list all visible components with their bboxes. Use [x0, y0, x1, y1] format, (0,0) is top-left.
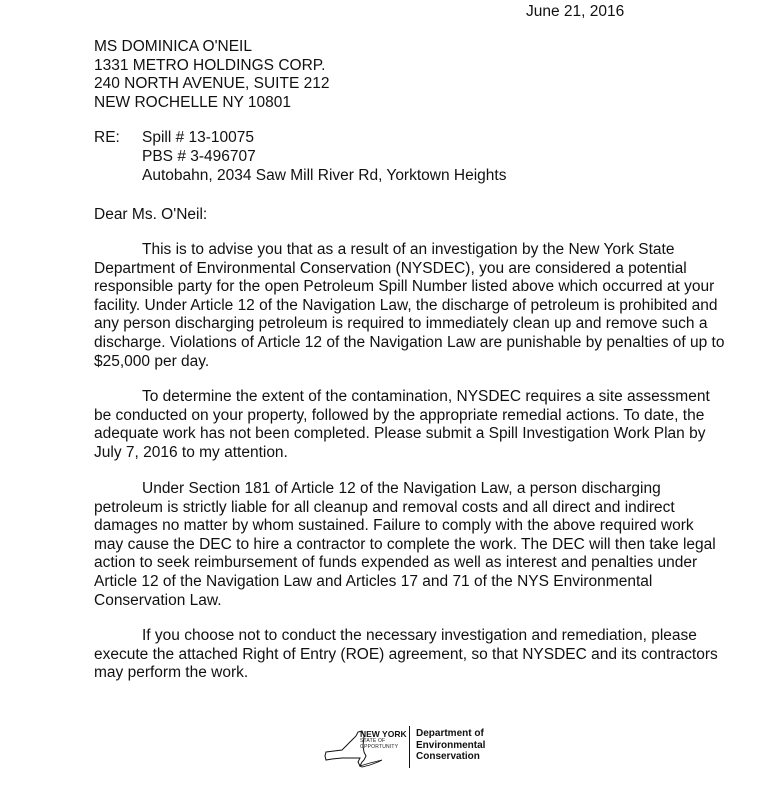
- spill-number: Spill # 13-10075: [142, 129, 255, 146]
- nysdec-logo: [322, 726, 502, 768]
- site-address: Autobahn, 2034 Saw Mill River Rd, Yorktown Heights: [142, 167, 507, 184]
- recipient-street: 240 NORTH AVENUE, SUITE 212: [94, 75, 330, 92]
- letter-date: June 21, 2016: [526, 3, 625, 20]
- paragraph-2: To determine the extent of the contamination, NYSDEC requires a site assessment be conducted on your property, followed by the appropriate remedial actions. To date, the adequate work has not been completed. Please submit a Spill Investigation Work Plan by July 7, 2016 to my attention.: [94, 388, 710, 461]
- recipient-address: [94, 38, 329, 112]
- logo-subtitle-line-1: STATE OF: [360, 738, 386, 744]
- re-label: RE:: [94, 129, 120, 146]
- logo-subtitle: [360, 739, 398, 750]
- paragraph-4: If you choose not to conduct the necessary investigation and remediation, please execute the attached Right of Entry (ROE) agreement, so that NYSDEC and its contractors may perform the work.: [94, 627, 718, 682]
- salutation: Dear Ms. O'Neil:: [94, 206, 208, 223]
- pbs-number: PBS # 3-496707: [142, 148, 256, 165]
- recipient-name: MS DOMINICA O'NEIL: [94, 38, 252, 55]
- department-name: [416, 728, 485, 763]
- logo-divider: [409, 726, 410, 768]
- department-line-2: Environmental: [416, 739, 486, 751]
- recipient-company: 1331 METRO HOLDINGS CORP.: [94, 56, 326, 74]
- paragraph-1: This is to advise you that as a result of an investigation by the New York State Department of Environmental Conservation (NYSDEC), you are considered a potential responsible party for the open Petroleum Spill Number listed above which occurred at your facility. Under Article 12 of the Navigation Law, the discharge of petroleum is prohibited and any person discharging petroleum is required to immediately clean up and remove such a discharge. Violations of Article 12 of the Navigation Law are punishable by penalties of up to $25,000 per day.: [94, 241, 725, 370]
- department-line-3: Conservation: [416, 751, 480, 762]
- re-block: [142, 128, 506, 185]
- recipient-city: NEW ROCHELLE NY 10801: [94, 93, 291, 111]
- paragraph-3: Under Section 181 of Article 12 of the Navigation Law, a person discharging petroleum is strictly liable for all cleanup and removal costs and all direct and indirect damages no matter by whom sustained. Failure to comply with the above required work may cause the DEC to hire a contractor to complete the work. The DEC will then take legal action to seek reimbursement of funds expended as well as interest and penalties under Article 12 of the Navigation Law and Articles 17 and 71 of the NYS Environmental Conservation Law.: [94, 480, 716, 609]
- logo-subtitle-line-2: OPPORTUNITY: [360, 743, 399, 750]
- department-line-1: Department of: [416, 728, 484, 739]
- logo-new-york: NEW YORK: [360, 729, 407, 739]
